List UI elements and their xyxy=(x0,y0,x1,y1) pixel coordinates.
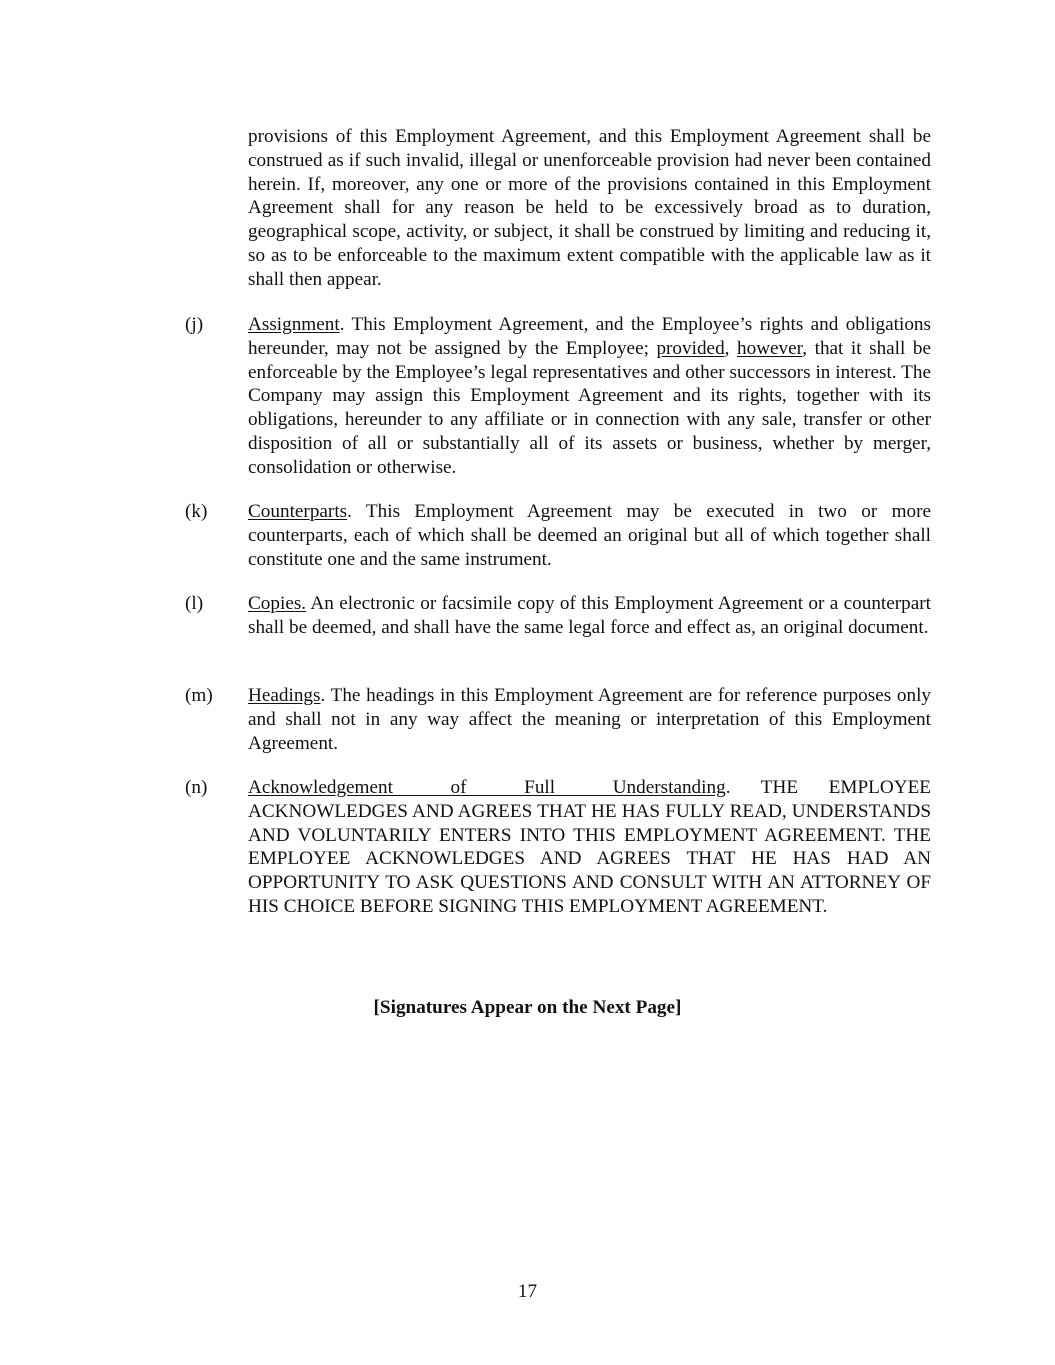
section-l-body xyxy=(248,592,931,640)
signature-note: [Signatures Appear on the Next Page] xyxy=(373,997,682,1018)
section-l xyxy=(185,592,931,640)
section-k-label: (k) xyxy=(185,501,208,522)
section-n-text: . THE EMPLOYEE ACKNOWLEDGES AND AGREES THAT HE HAS FULLY READ, UNDERSTANDS AND VOLUNTARILY ENTERS INTO THIS EMPLOYMENT AGREEMENT. THE EMPLOYEE ACKNOWLEDGES AND AGREES THAT HE HAS HAD AN OPPORTUNITY TO ASK QUESTIONS AND CONSULT WITH AN ATTORNEY OF HIS CHOICE BEFORE SIGNING THIS EMPLOYMENT AGREEMENT. xyxy=(248,777,932,917)
section-m-label: (m) xyxy=(185,685,213,706)
section-n-label: (n) xyxy=(185,777,208,798)
section-j-text1: . This Employment Agreement, and the Employee’s rights and obligations hereunder, may not be assigned by the Employee; xyxy=(248,314,931,359)
section-k xyxy=(185,500,931,571)
provided-term: provided xyxy=(656,337,725,359)
section-m xyxy=(185,684,931,755)
section-m-body xyxy=(248,684,931,755)
section-k-text: . This Employment Agreement may be executed in two or more counterparts, each of which shall be deemed an original but all of which together shall constitute one and the same instrument. xyxy=(248,501,931,570)
section-j-text2: , that it shall be enforceable by the Employee’s legal representatives and other successors in interest. The Company may assign this Employment Agreement and its rights, together with its obligations, hereunder to any affiliate or in connection with any sale, transfer or other disposition of all or substantially all of its assets or business, whether by merger, consolidation or otherwise. xyxy=(248,337,931,478)
section-j-label: (j) xyxy=(185,314,204,335)
section-l-heading: Copies. xyxy=(248,593,307,614)
section-l-text: An electronic or facsimile copy of this Employment Agreement or a counterpart shall be deemed, and shall have the same legal force and effect as, an original document. xyxy=(248,593,931,638)
section-k-heading: Counterparts xyxy=(248,501,348,522)
section-j-comma: , xyxy=(724,337,737,359)
section-j-body xyxy=(248,313,931,480)
section-n xyxy=(185,776,931,919)
page-number: 17 xyxy=(517,1281,538,1302)
continuation-paragraph: provisions of this Employment Agreement, and this Employment Agreement shall be construed as if such invalid, illegal or unenforceable provision had never been contained herein. If, moreover, any one or more of the provisions contained in this Employment Agreement shall for any reason be held to be excessively broad as to duration, geographical scope, activity, or subject, it shall be construed by limiting and reducing it, so as to be enforceable to the maximum extent compatible with the applicable law as it shall then appear. xyxy=(248,126,931,290)
section-j xyxy=(185,313,931,480)
section-k-body xyxy=(248,500,931,571)
section-n-body xyxy=(248,776,931,919)
however-term: however xyxy=(737,337,803,359)
section-n-heading: Acknowledgement of Full Understanding xyxy=(248,777,726,798)
section-m-heading: Headings xyxy=(248,685,321,706)
section-l-label: (l) xyxy=(185,593,204,614)
section-j-heading: Assignment xyxy=(248,314,340,335)
section-m-text: . The headings in this Employment Agreement are for reference purposes only and shall not in any way affect the meaning or interpretation of this Employment Agreement. xyxy=(248,685,931,754)
